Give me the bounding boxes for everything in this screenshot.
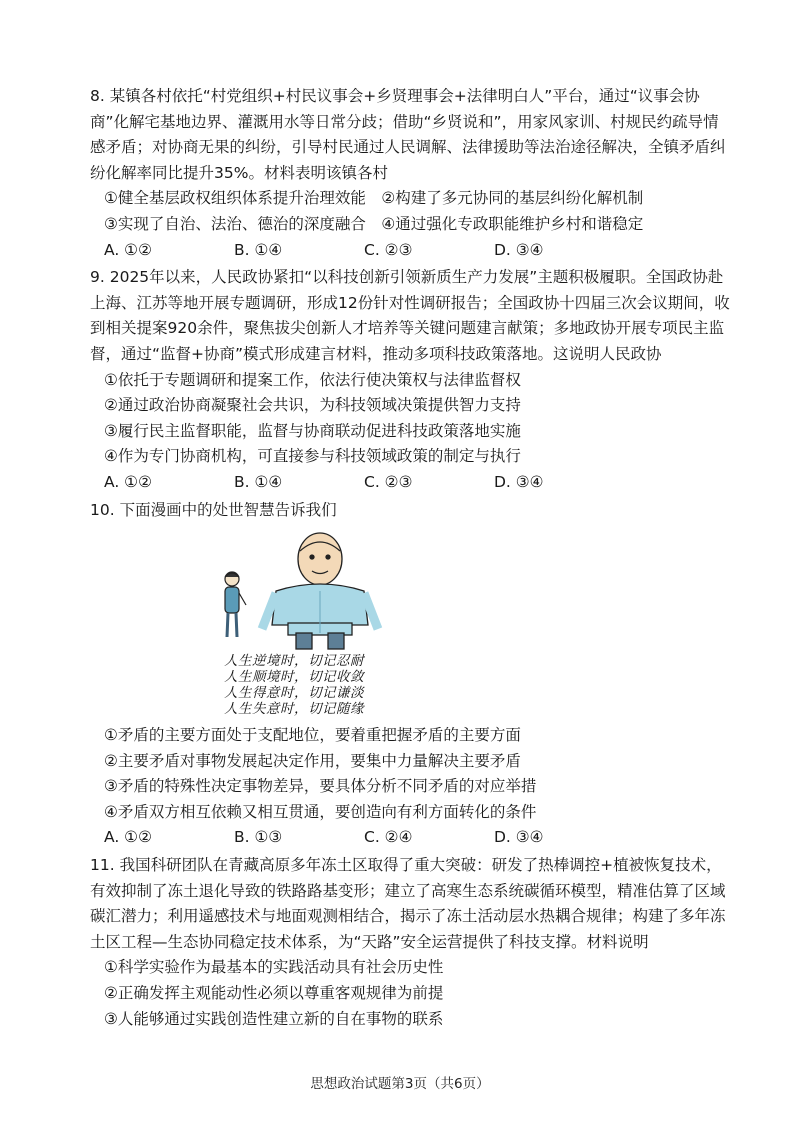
q8-choice-d[interactable]: D. ③④ — [494, 240, 544, 259]
cartoon-caption-line-1: 人生逆境时，切记忍耐 — [224, 653, 364, 670]
q8-choices — [90, 238, 730, 264]
cartoon-caption-line-2: 人生顺境时，切记收敛 — [224, 669, 364, 686]
q10-option-2: ②主要矛盾对事物发展起决定作用，要集中力量解决主要矛盾 — [104, 751, 521, 770]
q9-choices — [90, 470, 730, 496]
cartoon-caption — [224, 653, 424, 717]
q8-stem: 8. 某镇各村依托“村党组织+村民议事会+乡贤理事会+法律明白人”平台，通过“议事会协商”化解宅基地边界、灌溉用水等日常分歧；借助“乡贤说和”，用家风家训、村规民约疏导情感矛盾；对协商无果的纠纷，引导村民通过人民调解、法律援助等法治途径解决，全镇矛盾纠纷化解率同比提升35%。材料表明该镇各村 — [90, 87, 726, 182]
q9-choice-a[interactable]: A. ①② — [104, 472, 152, 491]
q10-option-1: ①矛盾的主要方面处于支配地位，要着重把握矛盾的主要方面 — [104, 726, 521, 745]
q11-option-2: ②正确发挥主观能动性必须以尊重客观规律为前提 — [104, 984, 444, 1003]
q10-choice-a[interactable]: A. ①② — [104, 828, 152, 847]
page-footer: 思想政治试题第3页（共6页） — [310, 1076, 490, 1092]
cartoon-caption-line-3: 人生得意时，切记谦淡 — [224, 685, 364, 702]
q8-choice-a[interactable]: A. ①② — [104, 240, 152, 259]
q10-choices — [90, 825, 730, 851]
q8-option-line-1: ①健全基层政权组织体系提升治理效能 ②构建了多元协同的基层纠纷化解机制 — [104, 189, 644, 208]
q9-option-3: ③履行民主监督职能，监督与协商联动促进科技政策落地实施 — [104, 421, 521, 440]
q11-option-3: ③人能够通过实践创造性建立新的自在事物的联系 — [104, 1009, 444, 1028]
q8-choice-b[interactable]: B. ①④ — [234, 240, 283, 259]
q10-option-4: ④矛盾双方相互依赖又相互贯通，要创造向有利方面转化的条件 — [104, 802, 537, 821]
q10-choice-b[interactable]: B. ①③ — [234, 828, 283, 847]
cartoon-figures-image — [208, 529, 418, 654]
q9-choice-d[interactable]: D. ③④ — [494, 472, 544, 491]
q11-option-1: ①科学实验作为最基本的实践活动具有社会历史性 — [104, 958, 444, 977]
q11-stem: 11. 我国科研团队在青藏高原多年冻土区取得了重大突破：研发了热棒调控+植被恢复技术，有效抑制了冻土退化导致的铁路路基变形；建立了高寒生态系统碳循环模型，精准估算了区域碳汇潜力；利用遥感技术与地面观测相结合，揭示了冻土活动层水热耦合规律；构建了多年冻土区工程—生态协同稳定技术体系，为“天路”安全运营提供了科技支撑。材料说明 — [90, 856, 726, 951]
q9-choice-b[interactable]: B. ①④ — [234, 472, 283, 491]
q9-option-1: ①依托于专题调研和提案工作，依法行使决策权与法律监督权 — [104, 370, 521, 389]
q9-option-4: ④作为专门协商机构，可直接参与科技领域政策的制定与执行 — [104, 447, 521, 466]
q8-choice-c[interactable]: C. ②③ — [364, 240, 413, 259]
q10-choice-d[interactable]: D. ③④ — [494, 828, 544, 847]
q9-stem: 9. 2025年以来，人民政协紧扣“以科技创新引领新质生产力发展”主题积极履职。全国政协赴上海、江苏等地开展专题调研，形成12份针对性调研报告；全国政协十四届三次会议期间，收到相关提案920余件，聚焦拔尖创新人才培养等关键问题建言献策；多地政协开展专项民主监督，通过“监督+协商”模式形成建言材料，推动多项科技政策落地。这说明人民政协 — [90, 268, 730, 363]
q10-stem: 10. 下面漫画中的处世智慧告诉我们 — [90, 500, 337, 519]
q8-option-line-2: ③实现了自治、法治、德治的深度融合 ④通过强化专政职能维护乡村和谐稳定 — [104, 214, 644, 233]
q10-option-3: ③矛盾的特殊性决定事物差异，要具体分析不同矛盾的对应举措 — [104, 777, 537, 796]
q9-choice-c[interactable]: C. ②③ — [364, 472, 413, 491]
q10-choice-c[interactable]: C. ②④ — [364, 828, 413, 847]
cartoon-caption-line-4: 人生失意时，切记随缘 — [224, 701, 364, 718]
old-man-figure — [262, 533, 378, 649]
page-content — [90, 84, 730, 1032]
small-figure — [225, 572, 246, 637]
cartoon-illustration — [208, 529, 418, 717]
q9-option-2: ②通过政治协商凝聚社会共识，为科技领域决策提供智力支持 — [104, 396, 521, 415]
